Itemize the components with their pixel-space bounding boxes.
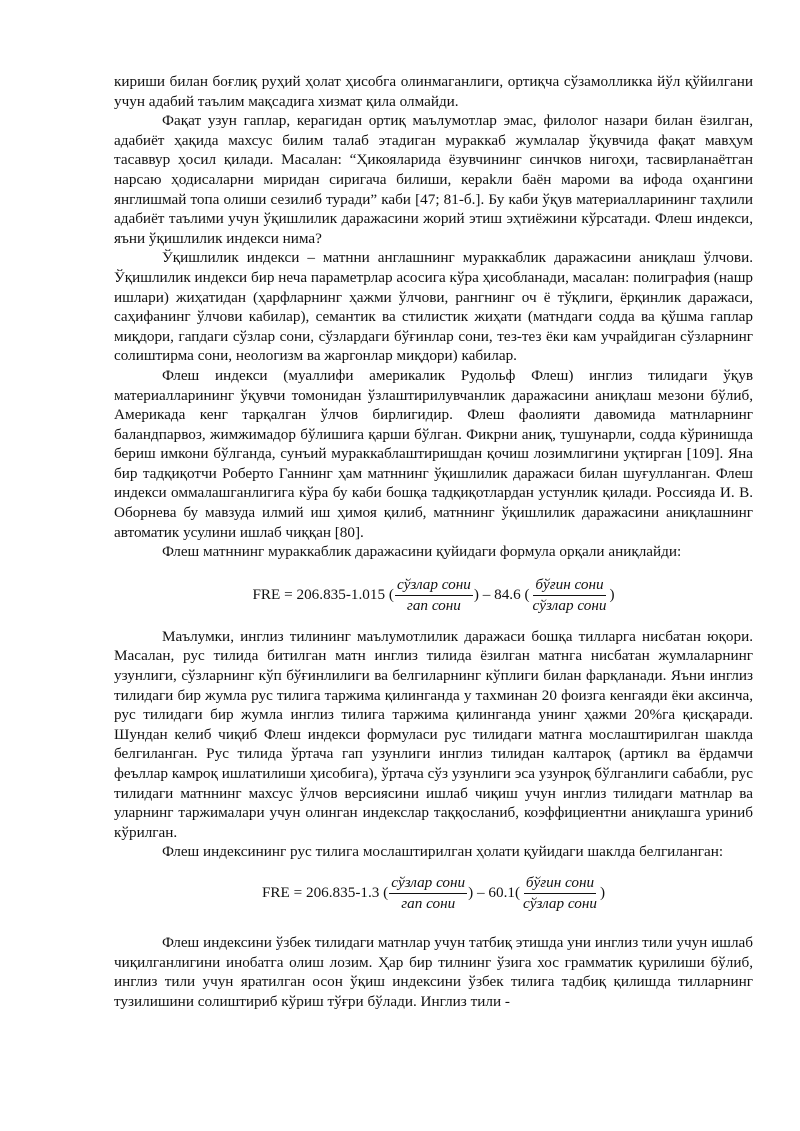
formula-middle: ) – 60.1( (468, 884, 521, 902)
flesch-formula-english (114, 576, 753, 615)
flesch-formula-russian (114, 874, 753, 913)
fraction-denominator: сўзлар сони (532, 596, 607, 614)
paragraph-continuation: кириши билан боғлиқ руҳий ҳолат ҳисобга олинмаганлиги, ортиқча сўзамолликка йўл қўйилгани учун адабий таълим мақсадига хизмат қила олмайди. (114, 73, 753, 110)
fraction-denominator: сўзлар сони (523, 894, 597, 912)
fraction-syllables-per-word (521, 874, 599, 913)
paragraph-readability-index: Ўқишлилик индекси – матнни англашнинг мураккаблик даражасини аниқлаш ўлчови. Ўқишлилик индекси бир неча параметрлар асосига кўра ҳисобланади, масалан: полиграфия (нашр ишлари) жиҳатидан (ҳарфларнинг ҳажми ўлчови, рангнинг оч ё тўқлиги, ёрқинлик даражаси, саҳифанинг ўлчови кабилар), семантик ва стилистик жиҳати (матндаги содда ва қўшма гаплар миқдори, гапдаги сўзлар сони, сўзлардаги бўғинлар сони, тез-тез ёки кам учрайдиган сўзларнинг солиштирма сони, неологизм ва жаргонлар миқдори) кабилар. (114, 249, 753, 365)
fraction-syllables-per-word (531, 576, 609, 615)
fraction-numerator: бўғин сони (524, 874, 596, 894)
fraction-denominator: гап сони (401, 894, 456, 912)
fraction-numerator: сўзлар сони (389, 874, 467, 894)
fraction-numerator: сўзлар сони (395, 576, 473, 596)
formula-middle: ) – 84.6 ( (473, 586, 530, 604)
page-content (114, 72, 753, 1011)
paragraph-uzbek-application: Флеш индексини ўзбек тилидаги матнлар учун татбиқ этишда уни инглиз тили учун ишлаб чиқилганлигини инобатга олиш лозим. Ҳар бир тилнинг ўзига хос грамматик қурилиши бўлиб, инглиз тили учун яратилган осон ўқиш индексини ўзбек тилига тадбиқ қилишда тилларнинг тузилишини солиштириб кўриш тўғри бўлади. Инглиз тили - (114, 933, 753, 1010)
paragraph-russian-formula-intro: Флеш индексининг рус тилига мослаштирилган ҳолати қуйидаги шаклда белгиланган: (162, 843, 724, 861)
fraction-words-per-sentence (389, 874, 467, 913)
paragraph-flesch-index: Флеш индекси (муаллифи америкалик Рудольф Флеш) инглиз тилидаги ўқув материалларининг ўқувчи томонидан ўзлаштирилувчанлик даражасини аниқлаш мезони бўлиб, Америкада кенг тарқалган ўлчов бирлигидир. Флеш фаолияти давомида матнларнинг баландпарвоз, жимжимадор бўлишига қарши бўлган. Фикрни аниқ, тушунарли, содда кўринишда бериш имкони бўлганда, сунъий мураккаблаштиришдан қочиш лозимлигини уқтирган [109]. Яна бир тадқиқотчи Роберто Ганнинг ҳам матннинг ўқишлилик даражаси билан шуғулланган. Флеш индекси оммалашганлигига кўра бу каби бошқа тадқиқотлардан устунлик қилади. Россияда И. В. Оборнева бу мавзуда илмий иш ҳимоя қилиб, матннинг ўқишлилик даражасини аниқлашнинг автоматик усулини ишлаб чиққан [80]. (114, 366, 753, 541)
fraction-numerator: бўғин сони (533, 576, 605, 596)
paragraph-formula-intro: Флеш матннинг мураккаблик даражасини қуйидаги формула орқали аниқлайди: (162, 543, 682, 561)
paragraph-russian-adaptation: Маълумки, инглиз тилининг маълумотлилик даражаси бошқа тилларга нисбатан юқори. Масалан, рус тилида битилган матн инглиз тилида ёзилган матнга нисбатан жумлаларнинг узунлиги, сўзларнинг кўп бўғинлилиги ва белгиларнинг кўплиги билан фарқланади. Яъни инглиз тилидаги бир жумла рус тилига таржима қилинганда у тахминан 20 фоизга кенгаяди ёки аксинча, рус тилидаги бир жумла инглиз тилига таржима қилинганда унинг ҳажми 20%га қисқаради. Шундан келиб чиқиб Флеш индекси формуласи рус тилидаги матнга мослаштирилган шаклда белгиланган. Рус тилида ўртача гап узунлиги инглиз тилидан калтароқ (артикл ва ёрдамчи феъллар камроқ ишлатилиши ҳисобига), ўртача сўз узунлиги эса узунроқ бўлганлиги сабабли, рус тилидаги матннинг махсус ўлчов версиясини ишлаб чиқиш учун инглиз тилидаги матнлар ва уларнинг таржималари учун олинган индекслар таққосланиб, коэффициентни аниқлашга уриниб кўрилган. (114, 627, 753, 841)
fraction-words-per-sentence (395, 576, 473, 615)
formula-end: ) (599, 884, 606, 902)
formula-lhs: FRE = 206.835-1.3 ( (261, 884, 389, 902)
formula-end: ) (609, 586, 615, 604)
fraction-denominator: гап сони (406, 596, 461, 614)
formula-lhs: FRE = 206.835-1.015 ( (252, 586, 394, 604)
paragraph-long-sentences: Фақат узун гаплар, керагидан ортиқ маълумотлар эмас, филолог назари билан ёзилган, адабиёт ҳақида махсус билим талаб этадиган мураккаб жумлалар ўқувчида фақат мавҳум тасаввур ҳосил қилади. Масалан: “Ҳикояларида ёзувчининг синчков нигоҳи, тасвирланаётган нарсаю ҳодисаларни миридан сиригача билиши, кераkли баён мароми ва ифода оҳангини янглишмай топа олиши сезилиб туради” каби [47; 81-б.]. Бу каби ўқув материалларининг таҳлили адабиёт таълими учун ўқишлилик даражасини жорий этиш эҳтиёжини кўрсатади. Флеш индекси, яъни ўқишлилик индекси нима? (114, 112, 753, 247)
